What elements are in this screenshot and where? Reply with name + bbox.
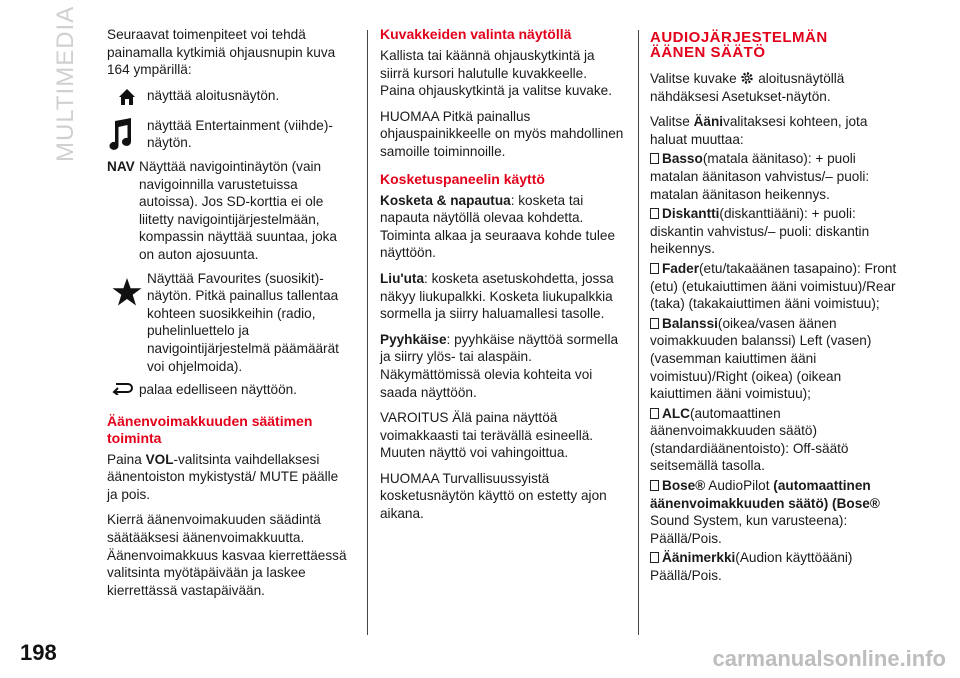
back-text: palaa edelliseen näyttöön. xyxy=(139,382,297,398)
page-number: 198 xyxy=(20,640,57,665)
nav-text: Näyttää navigointinäytön (vain navigoinnilla varustetuissa autoissa). Jos SD-korttia ei ole liitetty navigointijärjestelmään, kompassin näyttää suuntaa, joka on auton ajosuunta. xyxy=(139,158,337,262)
star-text: Näyttää Favourites (suosikit)-näytön. Pitkä painallus tallentaa kohteen suosikkeihin (radio, puhelinluettelo ja navigointijärjestelmä päämäärät voi ohjelmoida). xyxy=(147,270,339,374)
setting-item-balanssi: Balanssi(oikea/vasen äänen voimakkuuden balanssi) Left (vasen) (vasemman kaiuttimen ääni voimistuu)/Right (oikea) (oikean kaiuttimen ääni voimistuu); xyxy=(650,315,872,402)
select-para: Valitse kuvake aloitusnäytöllä nähdäksesi Asetukset-näytön. xyxy=(650,71,845,104)
home-text: näyttää aloitusnäytön. xyxy=(147,87,280,103)
setting-item-fader: Fader(etu/takaäänen tasapaino): Front (etu) (etukaiuttimen ääni voimistuu)/Rear (taka) (takakaiuttimen ääni voimistuu); xyxy=(650,260,897,312)
back-arrow-icon xyxy=(107,381,139,395)
checkbox-icon xyxy=(650,408,659,419)
checkbox-icon xyxy=(650,552,659,563)
setting-item-diskantti: Diskantti(diskanttiääni): + puoli: diskantin vahvistus/– puoli: diskantin heikennys. xyxy=(650,206,870,257)
note-para: HUOMAA Turvallisuussyistä kosketusnäytön käyttö on estetty ajon aikana. xyxy=(380,470,607,522)
music-text: näyttää Entertainment (viihde)-näytön. xyxy=(147,117,333,151)
audio-heading: AUDIOJÄRJESTELMÄN ÄÄNEN SÄÄTÖ xyxy=(650,29,828,61)
checkbox-icon xyxy=(650,318,659,329)
setting-item-basso: Basso(matala äänitaso): + puoli matalan äänitason vahvistus/– puoli: matalan äänitason heikennys. xyxy=(650,151,870,202)
setting-item-alc: ALC(automaattinen äänenvoimakkuuden säätö) (standardiäänentoisto): Off-säätö seitsemällä tasolla. xyxy=(650,405,849,474)
icon-para1: Kallista tai käännä ohjauskytkintä ja siirrä kursori halutulle kuvakkeelle. Paina ohjauskytkintä ja valitse kuvake. xyxy=(380,48,612,99)
star-row xyxy=(107,270,352,376)
warning-para: VAROITUS Älä paina näyttöä voimakkaasti tai terävällä esineellä. Muuten näyttö voi vahingoittua. xyxy=(380,410,594,461)
icon-para2: HUOMAA Pitkä painallus ohjauspainikkeelle on myös mahdollinen samoille toiminnoille. xyxy=(380,108,624,159)
column-1 xyxy=(107,26,352,607)
icon-heading: Kuvakkeiden valinta näytöllä xyxy=(380,26,572,42)
aani-para: Valitse Äänivalitaksesi kohteen, jota haluat muuttaa: xyxy=(650,114,868,147)
column-3 xyxy=(650,26,900,585)
swipe-para: Pyyhkäise: pyyhkäise näyttöä sormella ja siirry ylös- tai alaspäin. Näkymättömissä olevia kohteita voi saada näyttöön. xyxy=(380,331,619,400)
music-note-icon xyxy=(107,117,147,151)
home-row xyxy=(107,87,352,107)
checkbox-icon xyxy=(650,480,659,491)
setting-item-aanimerkki: Äänimerkki(Audion käyttöääni) Päällä/Pois. xyxy=(650,550,853,584)
volume-para2: Kierrä äänenvoimakuuden säädintä säätääksesi äänenvoimakkuutta. Äänenvoimakkuus kasvaa kierrettäessä valitsinta myötäpäivään ja laskee kierrettässä vastapäivään. xyxy=(107,512,347,598)
setting-item-bose: Bose® AudioPilot (automaattinen äänenvoimakkuuden säätö) (Bose® Sound System, kun varusteena): Päällä/Pois. xyxy=(650,478,880,546)
nav-row xyxy=(107,158,352,264)
touch-heading: Kosketuspaneelin käyttö xyxy=(380,170,545,187)
volume-heading: Äänenvoimakkuuden säätimen toiminta xyxy=(107,412,313,446)
checkbox-icon xyxy=(650,208,659,219)
slide-para: Liu'uta: kosketa asetuskohdetta, jossa näkyy liukupalkki. Kosketa liukupalkkia sormella ja siirry haluamallesi tasolle. xyxy=(380,270,614,322)
tap-para: Kosketa & napautua: kosketa tai napauta näytöllä olevaa kohdetta. Toiminta alkaa ja seuraava kohde tulee näyttöön. xyxy=(380,192,616,261)
star-icon xyxy=(107,270,147,306)
music-row xyxy=(107,117,352,152)
volume-para1: Paina VOL-valitsinta vaihdellaksesi äänentoiston mykistystä/ MUTE päälle ja pois. xyxy=(107,451,339,502)
gear-icon xyxy=(740,71,754,85)
column-divider xyxy=(638,30,639,635)
back-row xyxy=(107,381,352,399)
column-divider xyxy=(367,30,368,635)
nav-label: NAV xyxy=(107,158,135,174)
column-2 xyxy=(380,26,625,531)
checkbox-icon xyxy=(650,153,659,164)
home-icon xyxy=(107,87,147,107)
footer-watermark: carmanualsonline.info xyxy=(712,646,946,671)
section-side-title xyxy=(52,5,86,162)
checkbox-icon xyxy=(650,263,659,274)
intro-text: Seuraavat toimenpiteet voi tehdä painamalla kytkimiä ohjausnupin kuva 164 ympärillä: xyxy=(107,27,336,78)
side-title-text: MULTIMEDIA xyxy=(52,5,79,162)
